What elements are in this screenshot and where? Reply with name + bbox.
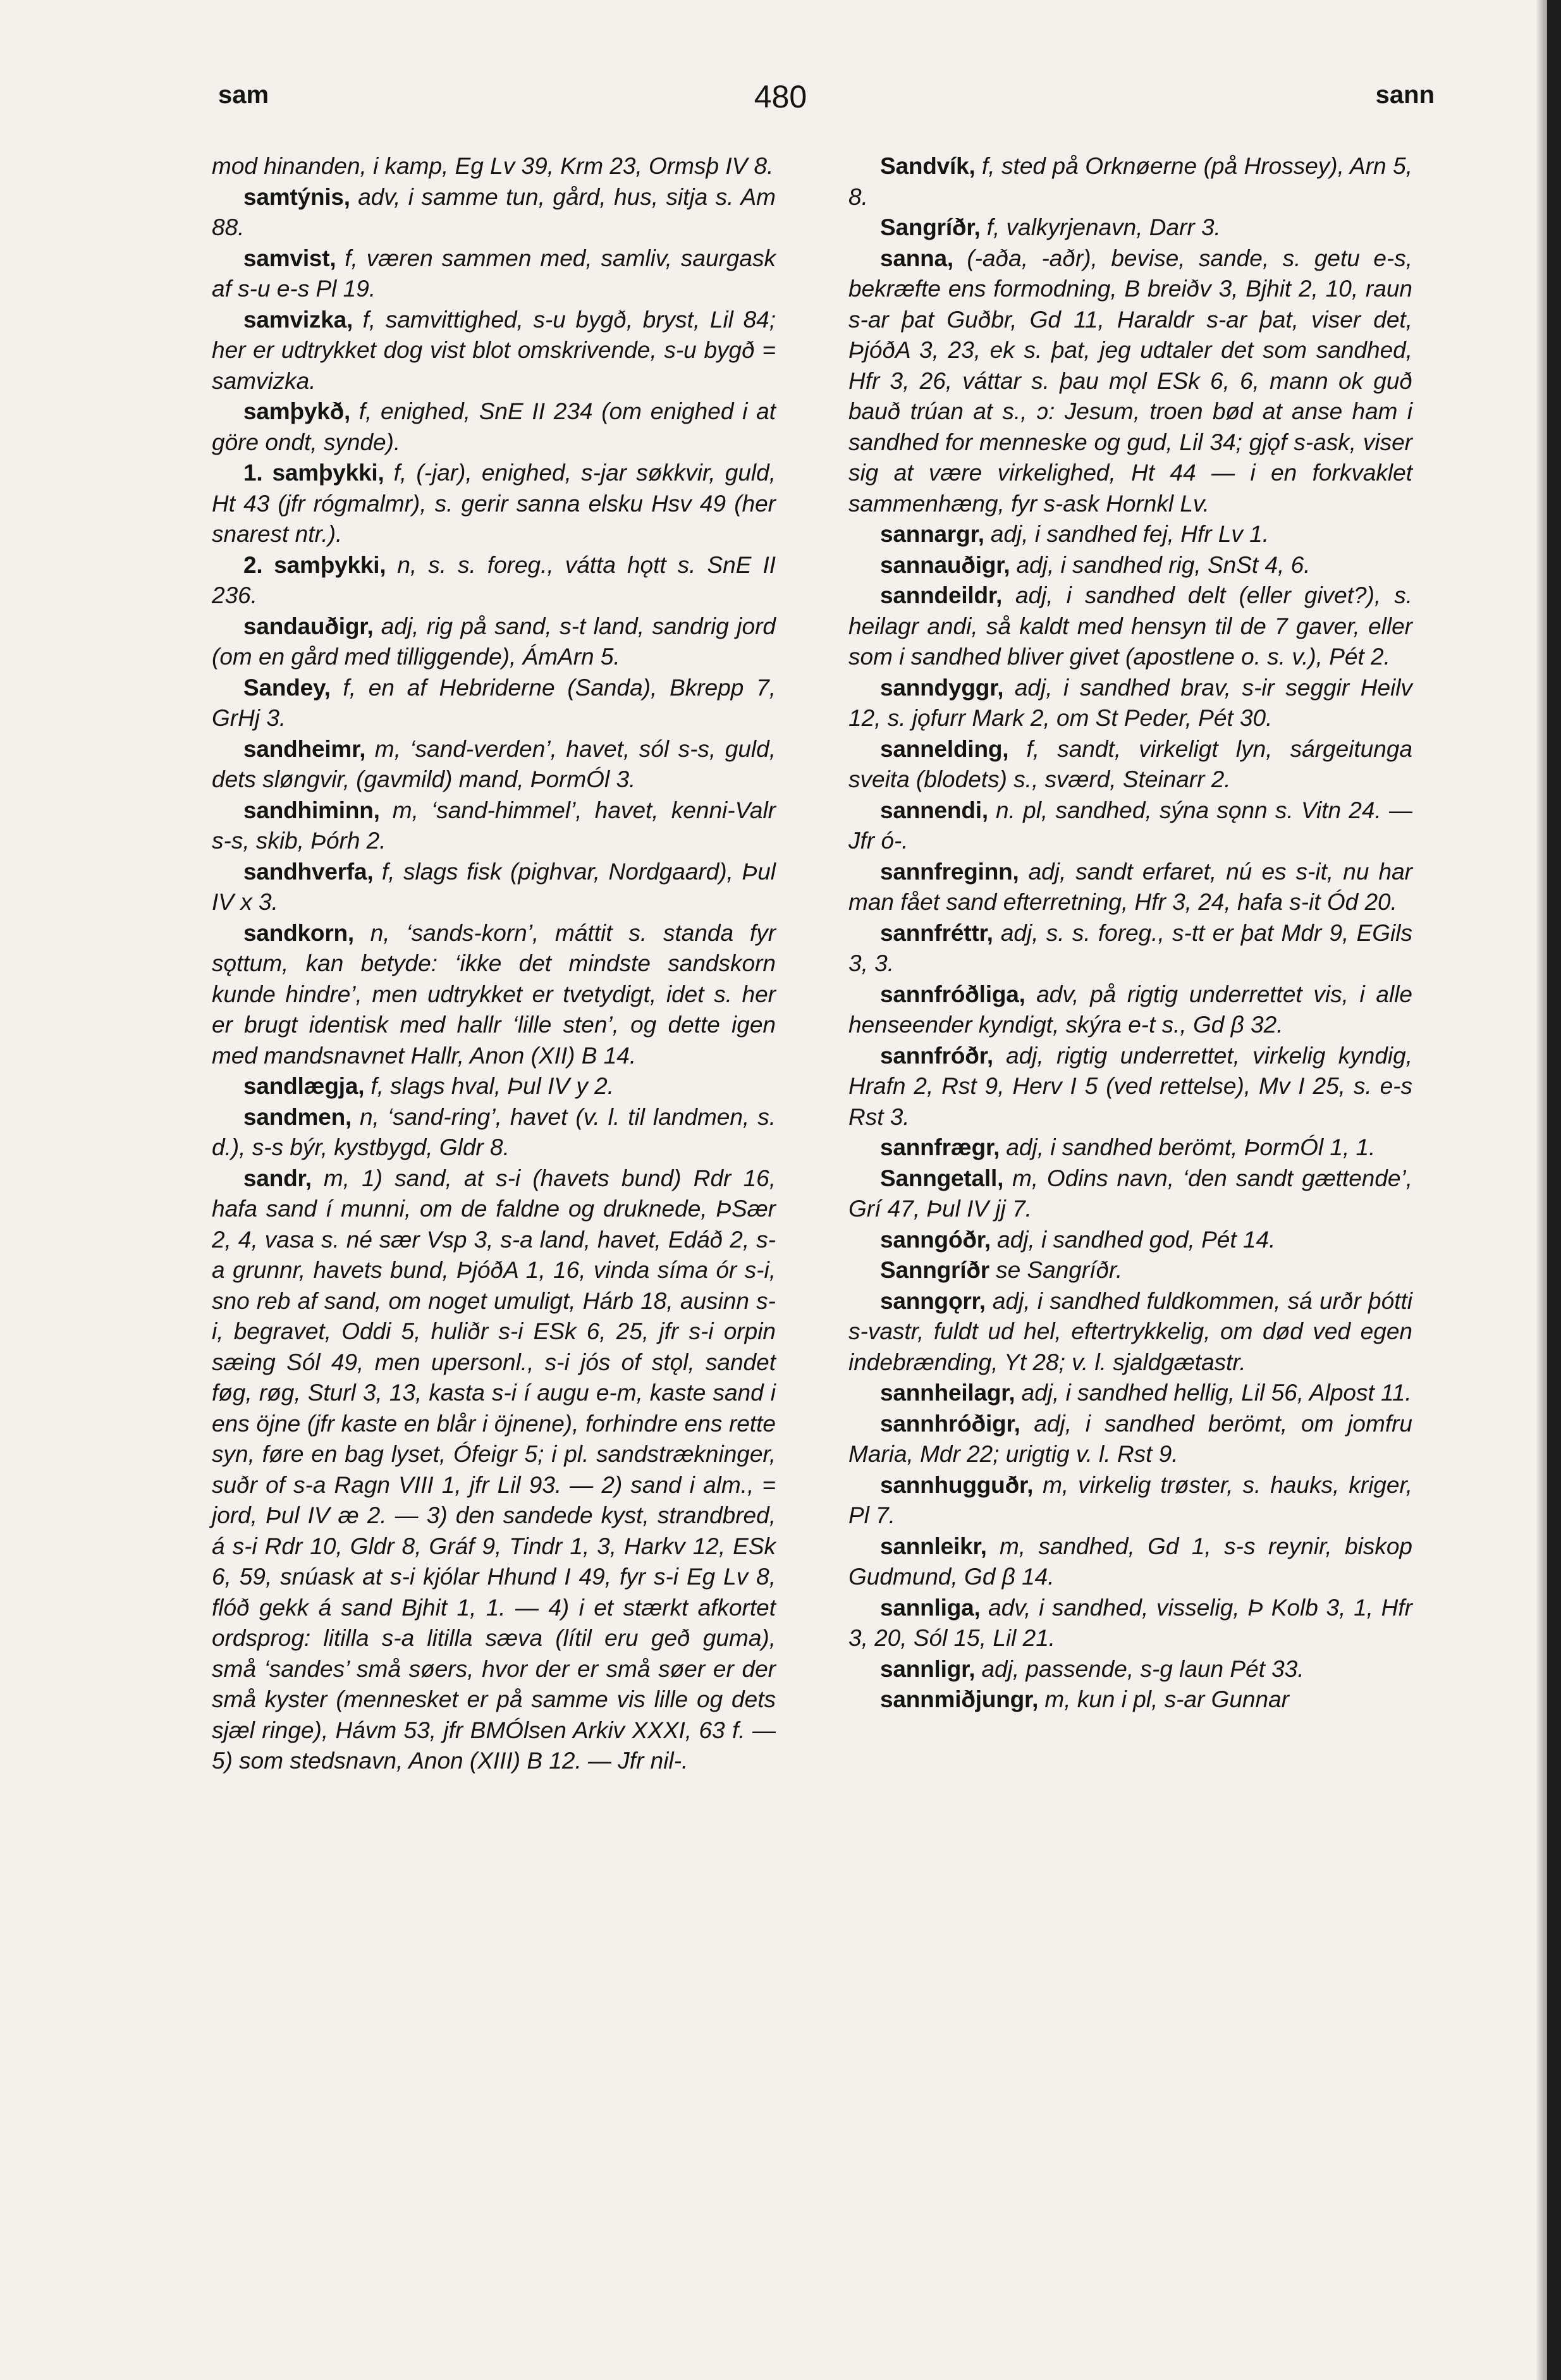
dictionary-entry (848, 1285, 1412, 1378)
entry-headword: sannendi, (880, 797, 988, 823)
entry-headword: sannauðigr, (880, 551, 1010, 578)
entry-headword: sannmiðjungr, (880, 1686, 1039, 1712)
entry-headword: sanndeildr, (880, 582, 1003, 608)
dictionary-entry (848, 212, 1412, 243)
entry-headword: sandr, (243, 1165, 312, 1191)
entry-headword: sanndyggr, (880, 674, 1004, 701)
dictionary-entry (212, 549, 776, 611)
left-column (212, 150, 776, 1776)
dictionary-entry (848, 733, 1412, 795)
entry-body: adj, i sandhed hellig, Lil 56, Alpost 11. (1021, 1380, 1412, 1406)
dictionary-entry (212, 1101, 776, 1163)
entry-headword: samþykð, (243, 398, 351, 424)
entry-headword: sanngóðr, (880, 1226, 991, 1253)
dictionary-entry (848, 856, 1412, 917)
entry-body: f, (-jar), enighed, s-jar søkkvir, guld, Ht 43 (jfr rógmalmr), s. gerir sanna elsku Hsv 49 (her snarest ntr.). (212, 460, 776, 547)
entry-body: adj, rigtig underrettet, virkelig kyndig, Hrafn 2, Rst 9, Herv I 5 (ved rettelse), Mv I 25, s. e-s Rst 3. (848, 1042, 1412, 1130)
right-column (848, 150, 1412, 1715)
dictionary-entry (848, 1469, 1412, 1531)
dictionary-entry (212, 795, 776, 856)
entry-headword: sandhverfa, (243, 858, 374, 885)
entry-headword: Sangríðr, (880, 214, 981, 240)
dictionary-entry (212, 733, 776, 795)
entry-body: f, valkyrjenavn, Darr 3. (986, 214, 1221, 240)
entry-headword: sandhiminn, (243, 797, 380, 823)
dictionary-entry (848, 518, 1412, 549)
entry-headword: sanngǫrr, (880, 1287, 986, 1314)
dictionary-entry (848, 1040, 1412, 1132)
dictionary-entry (212, 243, 776, 304)
entry-headword: sannfreginn, (880, 858, 1019, 885)
entry-headword: sannfróðr, (880, 1042, 993, 1069)
dictionary-entry (848, 1163, 1412, 1224)
entry-body: adj, i sandhed brav, s-ir seggir Heilv 12, s. jǫfurr Mark 2, om St Peder, Pét 30. (848, 674, 1412, 731)
entry-body: (-aða, -aðr), bevise, sande, s. getu e-s, bekræfte ens formodning, B breiðv 3, Bjhit 2, 10, raun s-ar þat Guðbr, Gd 11, Haraldr s-ar þat, viser det, ÞjóðA 3, 23, ek s. þat, jeg udtaler det som sandhed, Hfr 3, 26, váttar s. þau mǫl ESk 6, 6, mann ok guð bauð trúan at s., ɔ: Jesum, troen bød at anse ham i sandhed for menneske og gud, Lil 34; gjǫf s-ask, viser sig at være virkelighed, Ht 44 — i en forkvaklet sammenhæng, fyr s-ask Hornkl Lv. (848, 245, 1413, 517)
dictionary-entry (848, 979, 1412, 1040)
entry-body: adj, i sandhed god, Pét 14. (997, 1226, 1276, 1253)
entry-headword: sannheilagr, (880, 1380, 1015, 1406)
entry-body: f, slags fisk (pighvar, Nordgaard), Þul IV x 3. (212, 858, 776, 915)
running-head-left: sam (218, 81, 269, 109)
dictionary-entry (848, 1377, 1412, 1408)
dictionary-entry (212, 150, 776, 181)
dictionary-entry (212, 457, 776, 549)
entry-body: se Sangríðr. (996, 1257, 1123, 1283)
dictionary-entry (212, 396, 776, 457)
entry-headword: sannfrægr, (880, 1134, 1000, 1160)
entry-body: f, enighed, SnE II 234 (om enighed i at göre ondt, synde). (212, 398, 776, 455)
entry-headword: 1. samþykki, (243, 460, 384, 486)
entry-body: m, virkelig trøster, s. hauks, kriger, Pl 7. (848, 1471, 1413, 1528)
entry-headword: 2. samþykki, (243, 551, 386, 578)
running-head-right: sann (1375, 81, 1435, 109)
entry-headword: sandlægja, (243, 1073, 365, 1099)
dictionary-entry (848, 1224, 1412, 1255)
entry-body: m, ‘sand-verden’, havet, sól s-s, guld, dets sløngvir, (gavmild) mand, ÞormÓl 3. (212, 735, 776, 792)
dictionary-entry (848, 1531, 1412, 1592)
dictionary-entry (212, 1070, 776, 1101)
dictionary-entry (848, 549, 1412, 580)
entry-body: adj, sandt erfaret, nú es s-it, nu har man fået sand efterretning, Hfr 3, 24, hafa s-it Ód 20. (848, 858, 1413, 915)
dictionary-entry (848, 917, 1412, 979)
dictionary-entry (848, 243, 1412, 519)
dictionary-entry (212, 917, 776, 1071)
dictionary-entry (848, 1653, 1412, 1684)
dictionary-entry (848, 1132, 1412, 1163)
entry-body: n, s. s. foreg., vátta hǫtt s. SnE II 236. (212, 551, 776, 608)
entry-headword: sannfróðliga, (880, 981, 1025, 1007)
entry-body: f, væren sammen med, samliv, saurgask af s-u e-s Pl 19. (212, 245, 776, 302)
entry-body: m, kun i pl, s-ar Gunnar (1044, 1686, 1289, 1712)
entry-body: m, 1) sand, at s-i (havets bund) Rdr 16, hafa sand í munni, om de faldne og druknede, ÞSær 2, 4, vasa s. né sær Vsp 3, s-a land, havet, Edáð 2, s-a grunnr, havets bund, ÞjóðA 1, 16, vinda síma ór s-i, sno reb af sand, om noget umuligt, Hárb 18, ausinn s-i, begravet, Oddi 5, huliðr s-i ESk 6, 25, jfr s-i orpin sæing Sól 49, men upersonl., s-i jós of stǫl, sandet føg, røg, Sturl 3, 13, kasta s-i í augu e-m, kaste sand i ens öjne (jfr kaste en blår i öjnene), forhindre ens rette syn, føre en bag lyset, Ófeigr 5; i pl. sandstrækninger, suðr of s-a Ragn VIII 1, jfr Lil 93. — 2) sand i alm., = jord, Þul IV æ 2. — 3) den sandede kyst, strandbred, á s-i Rdr 10, Gldr 8, Gráf 9, Tindr 1, 3, Harkv 12, ESk 6, 59, snúask at s-i kjólar Hhund I 49, fyr s-i Eg Lv 8, flóð gekk á sand Bjhit 1, 1. — 4) i et stærkt afkortet ordsprog: litilla s-a litilla sæva (lítil eru geð guma), små ‘sandes’ små søers, hvor der er små søer er der små kyster (mennesket er på samme vis lille og dets sjæl ringe), Hávm 53, jfr BMÓlsen Arkiv XXXI, 63 f. — 5) som stedsnavn, Anon (XIII) B 12. — Jfr nil-. (212, 1165, 776, 1774)
entry-body: f, slags hval, Þul IV y 2. (370, 1073, 614, 1099)
entry-body: m, ‘sand-himmel’, havet, kenni-Valr s-s, skib, Þórh 2. (212, 797, 776, 854)
dictionary-entry (848, 672, 1412, 733)
page-number: 480 (754, 79, 807, 114)
dictionary-entry (212, 611, 776, 672)
entry-headword: sannhugguðr, (880, 1471, 1034, 1498)
dictionary-entry (212, 304, 776, 396)
entry-headword: Sanngetall, (880, 1165, 1004, 1191)
entry-body: m, sandhed, Gd 1, s-s reynir, biskop Gudmund, Gd β 14. (848, 1533, 1412, 1590)
dictionary-entry (848, 1592, 1412, 1653)
entry-headword: samtýnis, (243, 183, 350, 210)
entry-headword: sandauðigr, (243, 613, 374, 639)
entry-headword: sannfréttr, (880, 919, 993, 946)
entry-headword: sannliga, (880, 1594, 981, 1621)
entry-headword: sannhróðigr, (880, 1410, 1020, 1437)
dictionary-entry (848, 795, 1412, 856)
page-edge (1547, 0, 1561, 2380)
entry-body: adj, i sandhed fej, Hfr Lv 1. (990, 521, 1270, 547)
entry-headword: Sandvík, (880, 153, 976, 179)
dictionary-entry (848, 1254, 1412, 1285)
entry-body: f, samvittighed, s-u bygð, bryst, Lil 84; her er udtrykket dog vist blot omskrivende, s-u bygð = samvizka. (212, 306, 776, 394)
entry-headword: sandkorn, (243, 919, 355, 946)
entry-headword: sandmen, (243, 1103, 352, 1130)
entry-headword: Sanngríðr (880, 1257, 989, 1283)
dictionary-entry (212, 856, 776, 917)
entry-headword: sanna, (880, 245, 954, 271)
entry-body: adj, s. s. foreg., s-tt er þat Mdr 9, EGils 3, 3. (848, 919, 1412, 976)
entry-body: n, ‘sand-ring’, havet (v. l. til landmen, s. d.), s-s býr, kystbygd, Gldr 8. (212, 1103, 776, 1160)
entry-body: adv, på rigtig underrettet vis, i alle henseender kyndigt, skýra e-t s., Gd β 32. (848, 981, 1413, 1038)
entry-body: adj, passende, s-g laun Pét 33. (981, 1655, 1304, 1682)
entry-headword: Sandey, (243, 674, 331, 701)
entry-continuation: mod hinanden, i kamp, Eg Lv 39, Krm 23, Ormsþ IV 8. (212, 153, 774, 179)
entry-headword: samvist, (243, 245, 336, 271)
dictionary-entry (212, 181, 776, 243)
entry-body: f, sted på Orknøerne (på Hrossey), Arn 5, 8. (848, 153, 1413, 210)
entry-body: adj, i sandhed berömt, ÞormÓl 1, 1. (1006, 1134, 1376, 1160)
page-edge-shadow (1536, 0, 1547, 2380)
entry-body: adj, i sandhed fuldkommen, sá urðr þótti s-vastr, fuldt ud hel, eftertrykkelig, om død ved egen indebrænding, Yt 28; v. l. sjaldgætastr. (848, 1287, 1412, 1375)
entry-headword: sannleikr, (880, 1533, 987, 1559)
entry-headword: samvizka, (243, 306, 353, 333)
entry-headword: sannelding, (880, 735, 1009, 762)
entry-body: n. pl, sandhed, sýna sǫnn s. Vitn 24. — Jfr ó-. (848, 797, 1412, 854)
entry-headword: sannargr, (880, 521, 984, 547)
dictionary-entry (848, 1684, 1412, 1715)
entry-body: f, en af Hebriderne (Sanda), Bkrepp 7, GrHj 3. (212, 674, 776, 731)
entry-body: adv, i samme tun, gård, hus, sitja s. Am 88. (212, 183, 776, 240)
dictionary-entry (848, 580, 1412, 672)
entry-body: adv, i sandhed, visselig, Þ Kolb 3, 1, Hfr 3, 20, Sól 15, Lil 21. (848, 1594, 1412, 1651)
entry-headword: sannligr, (880, 1655, 976, 1682)
dictionary-entry (848, 1408, 1412, 1469)
dictionary-entry (212, 1163, 776, 1776)
entry-body: adj, i sandhed berömt, om jomfru Maria, Mdr 22; urigtig v. l. Rst 9. (848, 1410, 1413, 1467)
entry-body: adj, i sandhed rig, SnSt 4, 6. (1016, 551, 1311, 578)
entry-body: m, Odins navn, ‘den sandt gættende’, Grí 47, Þul IV jj 7. (848, 1165, 1413, 1222)
entry-headword: sandheimr, (243, 735, 366, 762)
entry-body: n, ‘sands-korn’, máttit s. standa fyr sǫttum, kan betyde: ‘ikke det mindste sandskorn kunde hindre’, men udtrykket er tvetydigt, idet s. her er brugt identisk med hallr ‘lille sten’, og dette igen med mandsnavnet Hallr, Anon (XII) B 14. (212, 919, 776, 1069)
entry-body: adj, i sandhed delt (eller givet?), s. heilagr andi, så kaldt med hensyn til de 7 gaver, eller som i sandhed bliver givet (apostlene o. s. v.), Pét 2. (848, 582, 1413, 670)
dictionary-entry (212, 672, 776, 733)
entry-body: adj, rig på sand, s-t land, sandrig jord (om en gård med tilliggende), ÁmArn 5. (212, 613, 776, 670)
entry-body: f, sandt, virkeligt lyn, sárgeitunga sveita (blodets) s., sværd, Steinarr 2. (848, 735, 1412, 792)
dictionary-entry (848, 150, 1412, 212)
